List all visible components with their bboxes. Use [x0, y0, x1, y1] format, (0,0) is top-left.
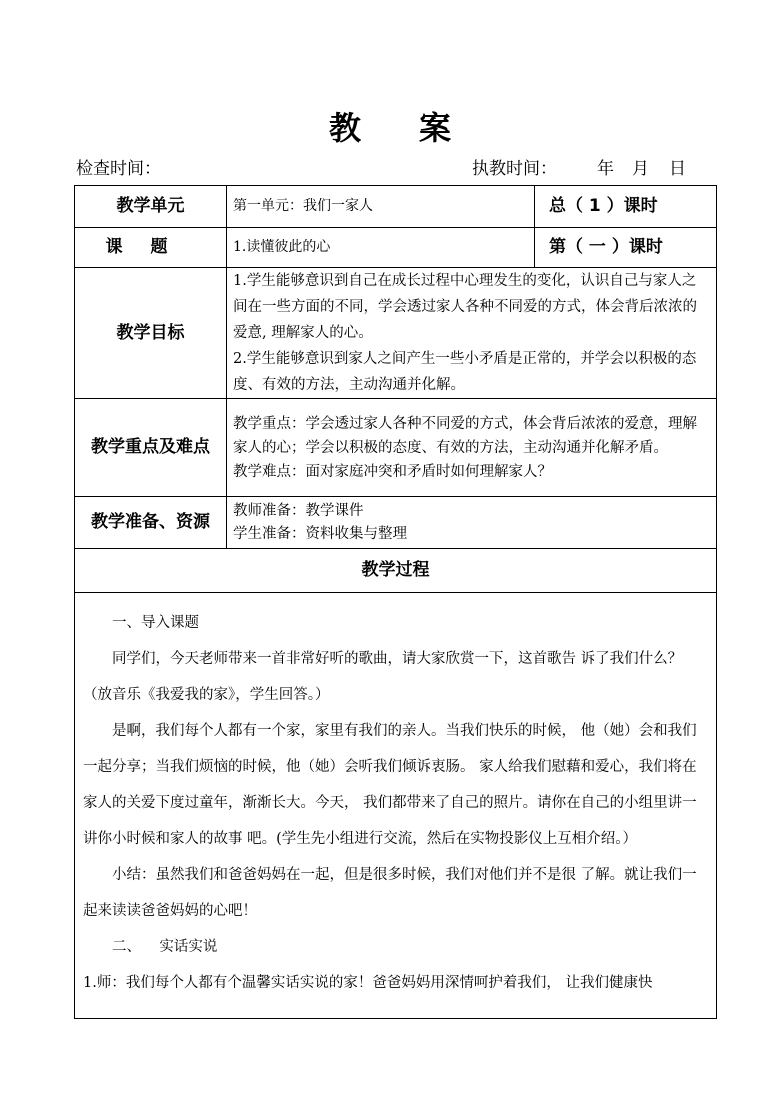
lesson-number: 第（ 一 ）课时 [535, 228, 717, 268]
key-points-label: 教学重点及难点 [75, 399, 227, 497]
topic-label: 课题 [105, 237, 196, 257]
objectives-cell [227, 268, 717, 399]
section2-title: 二、 实话实说 [112, 939, 218, 955]
process-row [75, 593, 717, 1019]
process-para-1: 同学们，今天老师带来一首非常好听的歌曲，请大家欣赏一下，这首歌告 诉了我们什么？（放音乐《我爱我的家》，学生回答。） [83, 651, 683, 703]
lesson-plan-table [74, 185, 717, 1019]
teach-time-label: 执教时间： [472, 159, 557, 179]
process-content [75, 593, 717, 1019]
month-label: 月 [632, 159, 649, 179]
process-para-3: 小结：虽然我们和爸爸妈妈在一起，但是很多时候，我们对他们并不是很 了解。就让我们一起来读读爸爸妈妈的心吧！ [83, 867, 697, 919]
document-title: 教案 [328, 109, 509, 147]
process-para-4: 1.师：我们每个人都有个温馨实话实说的家！爸爸妈妈用深情呵护着我们， 让我们健康快 [83, 975, 653, 991]
prep-label: 教学准备、资源 [75, 497, 227, 549]
topic-row [75, 228, 717, 268]
process-header-row [75, 549, 717, 593]
topic-label-cell [75, 228, 227, 268]
process-header: 教学过程 [75, 549, 717, 593]
objectives-row [75, 268, 717, 399]
objective-1: 1.学生能够意识到自己在成长过程中心理发生的变化，认识自己与家人之 间在一些方面的不同，学会透过家人各种不同爱的方式，体会背后浓浓的爱意, 理解家人的心。 [233, 273, 697, 341]
unit-value: 第一单元：我们一家人 [227, 186, 535, 228]
section1-title: 一、导入课题 [112, 615, 199, 631]
key-points-text: 教学重点：学会透过家人各种不同爱的方式，体会背后浓浓的爱意，理解家人的心；学会以积极的态度、有效的方法，主动沟通并化解矛盾。 [233, 415, 697, 456]
process-para-2: 是啊，我们每个人都有一个家，家里有我们的亲人。当我们快乐的时候， 他（她）会和我们一起分享；当我们烦恼的时候，他（她）会听我们倾诉衷肠。 家人给我们慰藉和爱心，我们将在家人的关爱下度过童年，渐渐长大。今天， 我们都带来了自己的照片。请你在自己的小组里讲一讲你小时候和家人的故事 吧。(学生先小组进行交流，然后在实物投影仪上互相介绍。） [83, 723, 697, 847]
unit-row [75, 186, 717, 228]
day-label: 日 [669, 159, 686, 179]
prep-cell [227, 497, 717, 549]
prep-row [75, 497, 717, 549]
teacher-prep: 教师准备：教学课件 [233, 502, 364, 519]
difficulties-text: 教学难点：面对家庭冲突和矛盾时如何理解家人？ [233, 463, 552, 480]
topic-value: 1.读懂彼此的心 [227, 228, 535, 268]
teach-time-row [472, 154, 686, 179]
student-prep: 学生准备：资料收集与整理 [233, 525, 407, 542]
key-points-row [75, 399, 717, 497]
objectives-label: 教学目标 [75, 268, 227, 399]
unit-label: 教学单元 [75, 186, 227, 228]
total-hours: 总（ 1 ）课时 [535, 186, 717, 228]
key-points-cell [227, 399, 717, 497]
objective-2: 2.学生能够意识到家人之间产生一些小矛盾是正常的，并学会以积极的态 度、有效的方法，主动沟通并化解。 [233, 351, 697, 393]
year-label: 年 [597, 159, 614, 179]
check-time-label: 检查时间： [76, 159, 161, 179]
